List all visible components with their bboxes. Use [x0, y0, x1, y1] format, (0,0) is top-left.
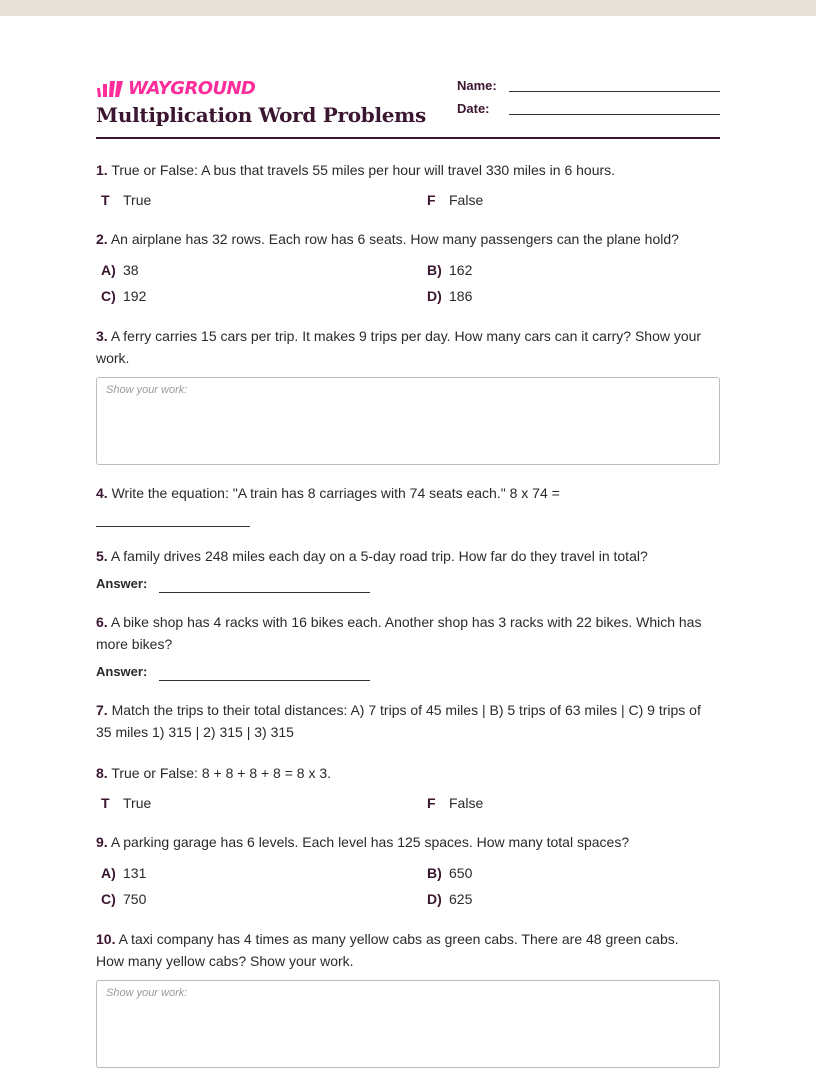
answer-line[interactable]	[159, 592, 370, 593]
question-text: Match the trips to their total distances: A) 7 trips of 45 miles | B) 5 trips of 63 miles | C) 9 trips of 35 miles 1) 315 | 2) 315 | 3) 315	[96, 702, 701, 740]
option-key: A)	[101, 865, 116, 881]
question-7	[96, 699, 720, 743]
question-number: 8.	[96, 765, 108, 781]
option-text: 131	[123, 865, 147, 881]
question-2	[96, 228, 720, 250]
question-10	[96, 928, 706, 972]
question-number: 6.	[96, 614, 108, 630]
work-placeholder: Show your work:	[106, 384, 188, 396]
option-key: D)	[427, 288, 442, 304]
option-key: D)	[427, 891, 442, 907]
question-text: True or False: A bus that travels 55 miles per hour will travel 330 miles in 6 hours.	[111, 162, 616, 178]
answer-line[interactable]	[159, 680, 370, 681]
question-number: 2.	[96, 231, 108, 247]
option-text: True	[123, 192, 152, 208]
option-b[interactable]	[427, 260, 472, 280]
name-field[interactable]	[509, 91, 720, 92]
wayground-logo-icon	[96, 80, 124, 98]
work-box[interactable]	[96, 980, 720, 1068]
top-bar	[0, 0, 816, 16]
option-key: B)	[427, 262, 442, 278]
question-number: 10.	[96, 931, 116, 947]
question-text: An airplane has 32 rows. Each row has 6 seats. How many passengers can the plane hold?	[110, 231, 679, 247]
question-number: 3.	[96, 328, 108, 344]
worksheet-title: Multiplication Word Problems	[96, 103, 427, 127]
question-3	[96, 325, 706, 369]
option-text: 650	[449, 865, 473, 881]
question-text: A ferry carries 15 cars per trip. It makes 9 trips per day. How many cars can it carry? Show your work.	[96, 328, 702, 366]
question-9	[96, 831, 720, 853]
question-number: 9.	[96, 834, 108, 850]
option-false[interactable]	[427, 190, 483, 210]
option-c[interactable]	[101, 286, 146, 306]
question-number: 5.	[96, 548, 108, 564]
option-key: C)	[101, 288, 116, 304]
option-d[interactable]	[427, 889, 472, 909]
option-key: B)	[427, 865, 442, 881]
brand-logo	[96, 78, 255, 100]
option-text: 750	[123, 891, 147, 907]
option-b[interactable]	[427, 863, 472, 883]
date-field[interactable]	[509, 114, 720, 115]
option-d[interactable]	[427, 286, 472, 306]
question-text: A family drives 248 miles each day on a 5-day road trip. How far do they travel in total?	[110, 548, 648, 564]
brand-wordmark: WAYGROUND	[128, 78, 256, 99]
answer-line[interactable]	[96, 526, 250, 527]
option-text: 162	[449, 262, 473, 278]
option-text: True	[123, 795, 152, 811]
option-a[interactable]	[101, 863, 146, 883]
name-label: Name:	[457, 78, 497, 93]
question-5	[96, 545, 720, 567]
question-text: Write the equation: "A train has 8 carriages with 74 seats each." 8 x 74 =	[111, 485, 560, 501]
option-true[interactable]	[101, 190, 151, 210]
option-a[interactable]	[101, 260, 139, 280]
question-8	[96, 762, 720, 784]
option-key: C)	[101, 891, 116, 907]
date-label: Date:	[457, 101, 490, 116]
question-text: A bike shop has 4 racks with 16 bikes each. Another shop has 3 racks with 22 bikes. Which has more bikes?	[96, 614, 702, 652]
option-text: 192	[123, 288, 147, 304]
option-text: 625	[449, 891, 473, 907]
question-text: True or False: 8 + 8 + 8 + 8 = 8 x 3.	[111, 765, 332, 781]
option-text: False	[449, 192, 484, 208]
option-key: A)	[101, 262, 116, 278]
option-c[interactable]	[101, 889, 146, 909]
question-text: A parking garage has 6 levels. Each level has 125 spaces. How many total spaces?	[110, 834, 630, 850]
question-number: 4.	[96, 485, 108, 501]
option-text: 186	[449, 288, 473, 304]
option-key: T	[101, 192, 110, 208]
option-key: F	[427, 795, 436, 811]
option-text: 38	[123, 262, 139, 278]
option-key: T	[101, 795, 110, 811]
answer-label: Answer:	[96, 576, 148, 591]
work-box[interactable]	[96, 377, 720, 465]
work-placeholder: Show your work:	[106, 987, 188, 999]
question-4	[96, 482, 720, 504]
option-key: F	[427, 192, 436, 208]
header-divider	[96, 137, 720, 139]
question-number: 1.	[96, 162, 108, 178]
answer-label: Answer:	[96, 664, 148, 679]
question-number: 7.	[96, 702, 108, 718]
question-text: A taxi company has 4 times as many yellow cabs as green cabs. There are 48 green cabs. How many yellow cabs? Show your work.	[96, 931, 679, 969]
option-text: False	[449, 795, 484, 811]
option-true[interactable]	[101, 793, 151, 813]
question-6	[96, 611, 706, 655]
option-false[interactable]	[427, 793, 483, 813]
question-1	[96, 159, 720, 181]
